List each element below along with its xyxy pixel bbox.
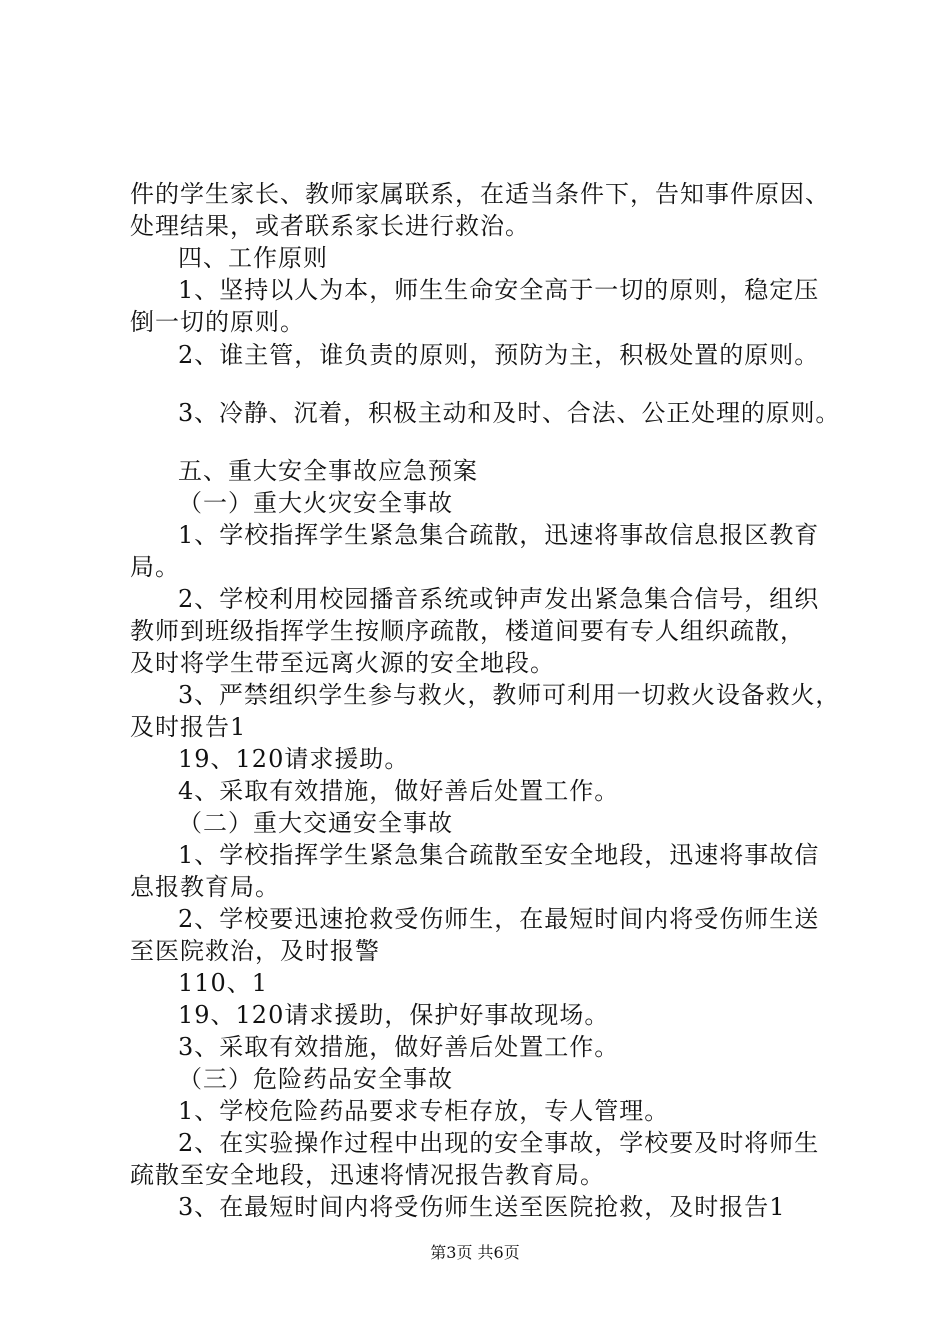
section-heading: 四、工作原则 [178,244,328,272]
body-line: 局。 [130,553,180,581]
body-line: 1、学校危险药品要求专柜存放，专人管理。 [178,1097,670,1125]
body-line: 4、采取有效措施，做好善后处置工作。 [178,777,620,805]
body-line: 2、学校要迅速抢救受伤师生，在最短时间内将受伤师生送 [178,905,820,933]
subsection-heading: （三）危险药品安全事故 [178,1065,453,1093]
body-line: 3、在最短时间内将受伤师生送至医院抢救，及时报告1 [178,1193,786,1221]
subsection-heading: （二）重大交通安全事故 [178,809,453,837]
body-line: 2、学校利用校园播音系统或钟声发出紧急集合信号，组织 [178,585,820,613]
body-line: 1、学校指挥学生紧急集合疏散至安全地段，迅速将事故信 [178,841,820,869]
page-footer: 第3页 共6页 [430,1243,520,1262]
body-line: 息报教育局。 [130,873,280,901]
body-line: 及时将学生带至远离火源的安全地段。 [130,649,555,677]
body-line: 教师到班级指挥学生按顺序疏散，楼道间要有专人组织疏散， [130,617,805,645]
body-line: 3、冷静、沉着，积极主动和及时、合法、公正处理的原则。 [178,399,841,427]
body-line: 至医院救治，及时报警 [130,937,380,965]
subsection-heading: （一）重大火灾安全事故 [178,489,453,517]
body-line: 件的学生家长、教师家属联系，在适当条件下，告知事件原因、 [130,180,830,208]
body-line: 1、学校指挥学生紧急集合疏散，迅速将事故信息报区教育 [178,521,820,549]
body-line: 19、120请求援助。 [178,745,410,773]
body-line: 处理结果，或者联系家长进行救治。 [130,212,530,240]
body-line: 疏散至安全地段，迅速将情况报告教育局。 [130,1161,605,1189]
body-line: 倒一切的原则。 [130,308,305,336]
body-line: 3、严禁组织学生参与救火，教师可利用一切救火设备救火， [178,681,841,709]
body-line: 19、120请求援助，保护好事故现场。 [178,1001,610,1029]
body-line: 2、在实验操作过程中出现的安全事故，学校要及时将师生 [178,1129,820,1157]
body-line: 1、坚持以人为本，师生生命安全高于一切的原则，稳定压 [178,276,820,304]
body-line: 3、采取有效措施，做好善后处置工作。 [178,1033,620,1061]
body-line: 及时报告1 [130,713,247,741]
body-line: 110、1 [178,969,269,997]
body-line: 2、谁主管，谁负责的原则，预防为主，积极处置的原则。 [178,341,820,369]
section-heading: 五、重大安全事故应急预案 [178,457,478,485]
